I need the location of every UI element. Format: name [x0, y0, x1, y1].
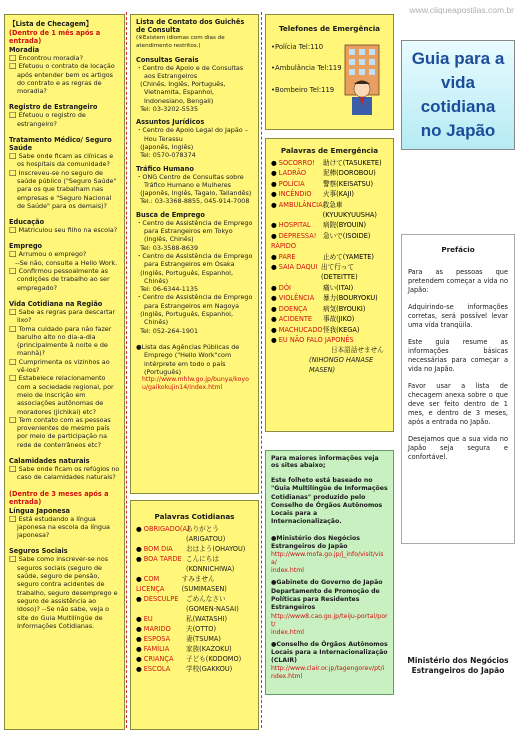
contacts-emp-title: Busca de Emprego — [136, 210, 205, 219]
emergency-word-row — [271, 220, 388, 230]
check-item[interactable]: □ Cumprimenta os vizinhos ao vê-los? — [9, 356, 110, 375]
contacts-traf-title: Tráfico Humano — [136, 164, 194, 173]
emergency-word-jp: 警察(KEISATSU) — [323, 179, 374, 188]
check-item[interactable]: □ Arrumou o emprego? — [9, 249, 87, 259]
fold-line-2 — [261, 12, 262, 728]
emergency-word-row — [271, 325, 388, 335]
daily-word-jp: おはよう(OHAYOU) — [186, 545, 246, 553]
check-item[interactable]: □ Sabe as regras para descartar lixo? — [9, 306, 116, 325]
emergency-word-pt: ● DOENÇA — [271, 304, 323, 314]
emergency-word-row — [271, 335, 388, 345]
hello-work-link[interactable]: http://www.mhlw.go.jp/bunya/koyou/gaikokujin14/index.html — [142, 376, 249, 392]
daily-word-jp: すみません(SUMIMASEN) — [181, 575, 227, 593]
section-educacao: Educação — [9, 218, 45, 227]
emergency-word-pt: ● POLÍCIA — [271, 179, 323, 189]
emergency-word-jp: 急いで(ISOIDE) — [323, 231, 371, 240]
more-info-panel — [265, 450, 394, 695]
emergency-word-jp: 火事(KAJI) — [323, 190, 354, 199]
emergency-word-pt: ● VIOLÊNCIA — [271, 293, 323, 303]
emergency-last-jp: 日本語話せません — [331, 346, 384, 355]
contact-phone[interactable]: Tel: 06-6344-1135 — [140, 285, 199, 294]
more-info-heading: Para maiores informações veja os sites abaixo; — [271, 455, 379, 469]
contact-line: ・Centro de Assistência de Emprego para Estrangeiros em Nagoya — [136, 293, 253, 310]
check-item[interactable]: □ Efetuou o contrato de locação após entender bem os artigos do contrato e as regras de moradia? — [9, 61, 115, 96]
office-worker-illustration — [337, 37, 387, 117]
daily-word-row — [136, 574, 253, 594]
section-lingua: Língua Japonesa — [9, 506, 71, 515]
daily-word-pt: ● COM LICENÇA — [136, 574, 182, 594]
emergency-word-jp: 止めて(YAMETE) — [323, 252, 375, 261]
emergency-phones-title: Telefones de Emergência — [278, 24, 381, 33]
emergency-word-pt: ● INCÊNDIO — [271, 189, 323, 199]
emergency-word-row — [271, 304, 388, 314]
daily-word-jp: 夫(OTTO) — [186, 625, 217, 633]
emergency-word-row — [271, 158, 388, 168]
daily-word-jp: (KONNICHIWA) — [186, 565, 235, 573]
emergency-last-romaji: (NIHONGO HANASE MASEN) — [309, 356, 374, 375]
check-item[interactable]: □ Estabelece relacionamento com a sociedade regional, por meio de inscrição em associações autônomas de moradores (jichikai) etc? — [9, 373, 114, 416]
contacts-note: (※Existem idiomas com dias de atendimento restritos.) — [136, 35, 225, 50]
contact-phone[interactable]: Tel: 0570-078374 — [140, 151, 196, 160]
emergency-word-row — [271, 189, 388, 199]
check-item[interactable]: □ Encontrou moradia? — [9, 53, 83, 62]
contact-phone[interactable]: Tel.: 03-3368-8855, 045-914-7008 — [140, 197, 250, 206]
emergency-word-row — [271, 179, 388, 189]
check-item[interactable]: □ Toma cuidado para não fazer barulho alto no dia-a-dia (principalmente à noite e de manhã)? — [9, 323, 112, 358]
emergency-word-row — [271, 262, 388, 283]
daily-word-pt: ● ESPOSA — [136, 634, 186, 644]
emergency-word-pt: ● MACHUCADO — [271, 325, 323, 335]
contact-line: (Japonês, Inglês) — [140, 142, 194, 151]
prefacio-paragraph: Para as pessoas que pretendem começar a vida no Japão: — [408, 268, 508, 294]
daily-word-pt: ● BOA TARDE — [136, 554, 186, 564]
daily-word-jp: ごめんなさい — [186, 595, 226, 603]
site-clair: ●Conselho de Órgãos Autônomos Locais para a Internacionalização (CLAIR) — [271, 640, 388, 665]
contact-line: (Inglês, Português, Espanhol, Chinês) — [140, 310, 233, 327]
contacts-jur-title: Assuntos Jurídicos — [136, 118, 205, 127]
daily-word-pt: ● OBRIGADO(A) — [136, 524, 186, 544]
site-mofa-link-1[interactable]: http://www.mofa.go.jp/j_info/visit/visa/ — [271, 551, 384, 567]
emergency-word-pt: ● AMBULÂNCIA — [271, 200, 323, 221]
daily-word-row — [136, 664, 253, 674]
section-registro: Registro de Estrangeiro — [9, 103, 98, 112]
hello-work-item: ●Lista das Agências Públicas de Emprego ("Hello Work"com intérprete em todo o país (Português) — [136, 342, 240, 376]
site-mofa-link-2[interactable]: index.html — [271, 567, 304, 575]
daily-word-jp: ありがとう(ARIGATOU) — [186, 525, 226, 543]
site-cao-link-2[interactable]: index.html — [271, 628, 304, 636]
contact-phone[interactable]: Tel: 03-3588-8639 — [140, 243, 199, 252]
section-calamidades: Calamidades naturais — [9, 456, 90, 465]
emergency-word-pt: ● PARE — [271, 252, 323, 262]
daily-word-jp: 子ども(KODOMO) — [186, 655, 242, 663]
watermark: www.cliqueapostilas.com.br — [409, 5, 514, 15]
emergency-word-pt: ● DÓI — [271, 283, 323, 293]
daily-words-list — [136, 524, 253, 674]
daily-word-row — [136, 604, 253, 614]
emergency-word-pt: ● LADRÃO — [271, 168, 323, 178]
emergency-word-pt: ● HOSPITAL — [271, 220, 323, 230]
check-note: --Se não, consulte a Hello Work. — [15, 258, 118, 267]
emergency-word-pt: ● DEPRESSA! RÁPIDO — [271, 231, 323, 252]
contacts-title: Lista de Contato dos Guichês de Consulta — [136, 18, 245, 34]
prefacio-paragraph: Favor usar a lista de checagem anexa sobre o que deve ser feito dentro de 1 mes, e dentro de 3 meses, após a entrada no Japão. — [408, 382, 508, 426]
section-vida: Vida Cotidiana na Região — [9, 299, 103, 308]
daily-words-panel — [130, 500, 259, 730]
emergency-word-jp: 出て行って(DETEITTE) — [321, 263, 358, 282]
emergency-word-jp: 助けて(TASUKETE) — [323, 159, 382, 167]
daily-word-row — [136, 544, 253, 554]
emergency-word-row — [271, 252, 388, 262]
daily-word-row — [136, 554, 253, 564]
contact-line: ・Centro de Assistência de Emprego para Estrangeiros em Tokyo (Inglês, Chinês) — [136, 218, 253, 244]
ministry-name: Ministério dos Negócios Estrangeiros do Japão — [407, 656, 509, 675]
daily-word-row — [136, 524, 253, 544]
emergency-word-row — [271, 168, 388, 178]
daily-words-title: Palavras Cotidianas — [154, 512, 235, 521]
emergency-word-pt: ● ACIDENTE — [271, 314, 323, 324]
contact-line: ・Centro de Apoio e de Consultas aos Estrangeiros — [136, 63, 244, 80]
emergency-word-jp: 痛い(ITAI) — [323, 283, 354, 292]
emergency-word-row — [271, 200, 388, 221]
daily-word-row — [136, 644, 253, 654]
check-item[interactable]: □ Sabe onde ficam as clínicas e os hospitais da comunidade? — [9, 151, 114, 169]
emergency-word-row — [271, 231, 388, 252]
emergency-word-jp: 病気(BYOUKI) — [323, 304, 366, 313]
emergency-word-jp: 怪我(KEGA) — [323, 325, 360, 334]
emergency-phones-panel — [265, 14, 394, 130]
prefacio-paragraph: Desejamos que a sua vida no Japão seja segura e confortável. — [408, 435, 508, 461]
daily-word-pt: ● FAMÍLIA — [136, 644, 186, 654]
daily-word-row — [136, 624, 253, 634]
check-item[interactable]: □ Sabe como inscrever-se nos seguros sociais (seguro de saúde, seguro de pensão, seguro contra acidentes de trabalho, seguro desemprego e seguro de assistência ao idoso)? --Se não sabe, veja o site do Guia Multilíngüe de Informações Cotidianas. — [9, 554, 118, 630]
checklist-title: Lista de Checagem — [15, 20, 86, 28]
site-cao-link-1[interactable]: http://www8.cao.go.jp/teiju-portal/port/ — [271, 612, 388, 628]
check-item[interactable]: □ Tem contato com as pessoas provenientes de mesmo país por meio de participação na rede de conterrâneos etc? — [9, 414, 111, 449]
emergency-word-jp: 病院(BYOUIN) — [323, 221, 367, 230]
emergency-word-row — [271, 293, 388, 303]
emergency-word-pt: ● SAIA DAQUI — [271, 262, 321, 283]
phone-fire[interactable]: •Bombeiro Tel:119 — [271, 85, 335, 94]
prefacio-box — [401, 234, 515, 544]
cover-title-box — [401, 40, 515, 150]
more-info-intro: Este folheto está baseado no "Guia Multilíngüe de Informações Cotidianas" produzido pelo Conselho de Órgãos Autônomos Locais para a Internacionalização. — [271, 477, 388, 526]
section-tratamento: Tratamento Médico/ Seguro Saúde — [9, 136, 112, 153]
daily-word-jp: 私(WATASHI) — [186, 615, 228, 623]
prefacio-paragraph: Adquirindo-se informações corretas, será possível levar uma vida tranqüila. — [408, 303, 508, 329]
emergency-words-panel — [265, 138, 394, 432]
emergency-words-title: Palavras de Emergência — [280, 146, 379, 155]
emergency-word-pt: ● SOCORRO! — [271, 158, 323, 168]
section-seguros: Seguros Sociais — [9, 547, 68, 556]
site-cao: ●Gabinete do Governo do Japão Departamento de Promoção de Políticas para Residentes Estrangeiros — [271, 579, 383, 612]
contact-line: (Inglês, Português, Espanhol, Chinês) — [140, 268, 233, 285]
contact-phone[interactable]: Tel: 03-3202-5535 — [140, 105, 199, 114]
prefacio-title: Prefácio — [441, 245, 475, 254]
check-item[interactable]: □ Confirmou pessoalmente as condições de trabalho ao ser empregado? — [9, 266, 110, 292]
section-moradia: Moradia — [9, 46, 40, 54]
contact-line: ・Centro de Apoio Legal do Japão – Hou Terassu — [136, 126, 248, 143]
site-mofa: ●Ministério dos Negócios Estrangeiros do Japão — [271, 534, 360, 551]
checklist-subtitle-2: Dentro de 3 meses após a entrada — [9, 489, 109, 506]
daily-word-pt: ● CRIANÇA — [136, 654, 186, 664]
daily-word-row — [136, 614, 253, 624]
check-item[interactable]: □ Está estudando a língua japonesa na escola da língua japonesa? — [9, 513, 110, 540]
phone-police[interactable]: •Polícia Tel:110 — [271, 43, 324, 51]
emergency-word-jp: 救急車(KYUUKYUUSHA) — [322, 200, 377, 220]
daily-word-row — [136, 594, 253, 604]
contacts-panel — [130, 14, 259, 494]
fold-line-1 — [126, 12, 127, 728]
checklist-subtitle-1: Dentro de 1 mês após a entrada — [9, 29, 101, 45]
emergency-word-jp: 暴力(BOURYOKU) — [323, 294, 378, 303]
daily-word-pt: ● EU — [136, 614, 186, 624]
daily-word-row — [136, 654, 253, 664]
check-item[interactable]: □ Efetuou o registro de estrangeiro? — [9, 110, 86, 128]
emergency-word-jp: 泥棒(DOROBOU) — [323, 169, 376, 178]
daily-word-jp: 家族(KAZOKU) — [186, 645, 232, 653]
cover-title: Guia para a vida cotidiana no Japão — [411, 49, 505, 140]
emergency-word-row — [271, 314, 388, 324]
daily-word-pt: ● DESCULPE — [136, 594, 186, 604]
daily-word-jp: こんにちは — [186, 555, 219, 563]
emergency-word-row — [271, 283, 388, 293]
emergency-word-pt: ● EU NÃO FALO JAPONÊS — [271, 335, 354, 345]
phone-ambulance[interactable]: •Ambulância Tel:119 — [271, 64, 342, 73]
checklist-panel: 【Lista de Checagem】 (Dentro de 1 mês após a entrada) Moradia □ Encontrou moradia? □ Efetuou o contrato de locação após entender bem os artigos do contrato e as regras de moradia? Registro de Estrangeiro □ Efetuou o registro de estrangeiro? Tratamento Médico/ Seguro Saúde □ Sabe onde ficam as clínicas e os hospitais da comunidade? □ Inscreveu-se no seguro de saúde público ("Seguro Saúde" para os que trabalham nas empresas e "Seguro Nacional de Saúde" para os demais)? Educação □ Matriculou seu filho na escola? Emprego □ Arrumou o emprego? --Se não, consulte a Hello Work. □ Confirmou pessoalmente as condições de trabalho ao ser empregado? Vida Cotidiana na Região □ Sabe as regras para descartar lixo? □ Toma cuidado para não fazer barulho alto no dia-a-dia (principalmente à noite e de manhã)? □ Cumprimenta os vizinhos ao vê-los? □ Estabelece relacionamento com a sociedade regional, por meio de inscrição em associações autônomas de moradores (jichikai) etc? □ Tem contato com as pessoas provenientes de mesmo país por meio de participação na rede de conterrâneos etc? Calamidades naturais □ Sabe onde ficam os refúgios no caso de calamidades naturais? (Dentro de 3 meses após a entrada) Língua Japonesa □ Está estudando a língua japonesa na escola da língua japonesa? Seguros Sociais □ Sabe como inscrever-se nos seguros sociais (seguro de saúde, seguro de pensão, seguro contra acidentes de trabalho, seguro desemprego e seguro de assistência ao idoso)? --Se não sabe, veja o site do Guia Multilíngüe de Informações Cotidianas. — [4, 14, 125, 730]
check-item[interactable]: □ Sabe onde ficam os refúgios no caso de calamidades naturais? — [9, 463, 120, 482]
emergency-words-list — [271, 158, 388, 345]
daily-word-row — [136, 634, 253, 644]
daily-word-pt: ● BOM DIA — [136, 544, 186, 554]
check-item[interactable]: □ Inscreveu-se no seguro de saúde público ("Seguro Saúde" para os que trabalham nas empresas e "Seguro Nacional de Saúde" para os demais)? — [9, 167, 117, 210]
contact-line: (Chinês, Inglês, Português, Vietnamita, Espanhol, Indonesiano, Bengali) — [140, 80, 226, 105]
daily-word-jp: 学校(GAKKOU) — [186, 665, 233, 673]
contacts-geral-title: Consultas Gerais — [136, 55, 199, 64]
contact-line: ・Centro de Assistência de Emprego para Estrangeiros em Osaka — [136, 251, 253, 269]
site-clair-link[interactable]: http://www.clair.or.jp/tagengorev/pt/index.html — [271, 665, 385, 681]
contact-line: (Japonês, Inglês, Tagalo, Tailandês) — [140, 189, 252, 198]
daily-word-jp: 妻(TSUMA) — [186, 635, 221, 643]
section-emprego: Emprego — [9, 242, 43, 251]
daily-word-row — [136, 564, 253, 574]
daily-word-jp: (GOMEN-NASAI) — [186, 605, 239, 613]
daily-word-pt: ● ESCOLA — [136, 664, 186, 674]
contact-line: ・ONG Centro de Consultas sobre Tráfico Humano e Mulheres — [136, 172, 244, 189]
contact-phone[interactable]: Tel: 052-264-1901 — [140, 326, 199, 335]
check-item[interactable]: □ Matriculou seu filho na escola? — [9, 225, 118, 235]
emergency-word-jp: 事故(JIKO) — [323, 315, 355, 324]
prefacio-paragraph: Este guia resume as informações básicas necessárias para começar a vida no Japão. — [408, 338, 508, 373]
daily-word-pt: ● MARIDO — [136, 624, 186, 634]
